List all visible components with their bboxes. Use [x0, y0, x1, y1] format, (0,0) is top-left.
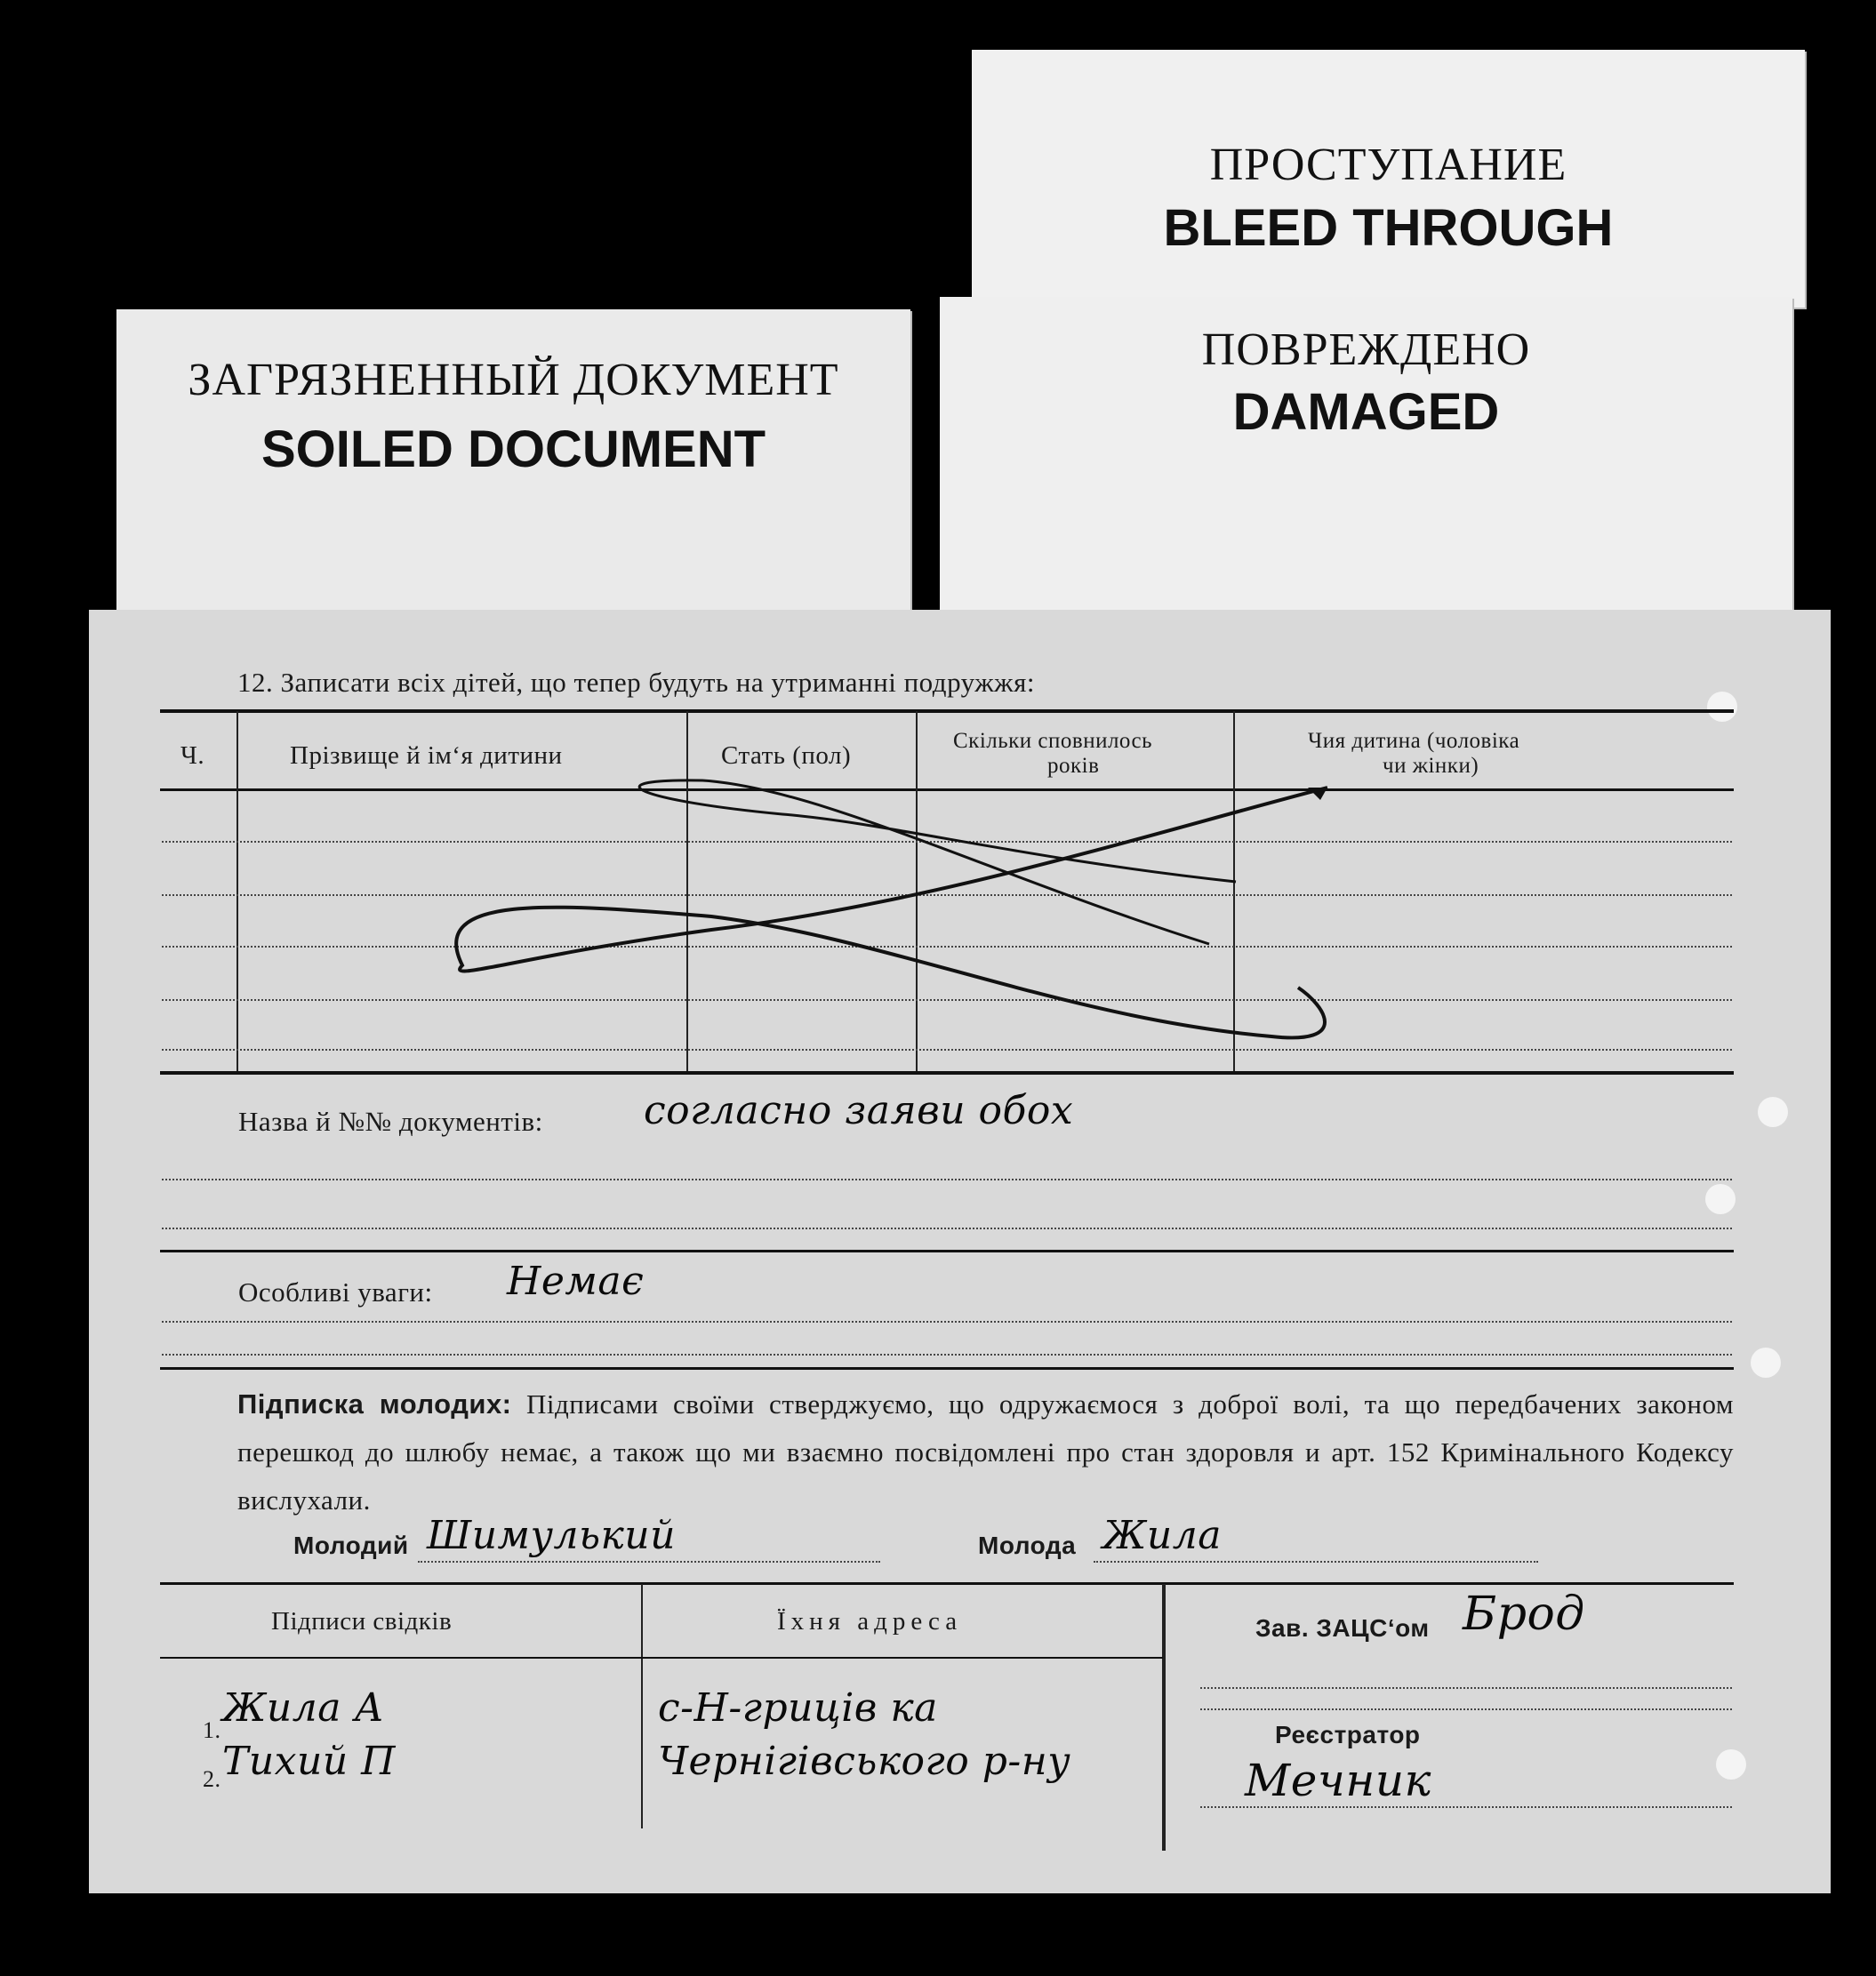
- pledge-paragraph: [237, 1380, 1734, 1524]
- witness-2-number: 2.: [203, 1766, 221, 1792]
- col-header-number: Ч.: [180, 741, 205, 770]
- groom-label: Молодий: [293, 1532, 409, 1559]
- damaged-card: [940, 297, 1792, 619]
- col-header-whose-line2: чи жінки): [1383, 754, 1479, 778]
- col-header-sex: Стать (пол): [721, 741, 852, 770]
- zags-head-sign-line: [1200, 1687, 1732, 1689]
- registrar-signature: Мечник: [1245, 1755, 1431, 1806]
- col-header-age-line1: Скільки сповнилось: [953, 729, 1153, 753]
- address-1-handwritten: с-Н-гриців ка: [658, 1685, 938, 1731]
- section-title: 12. Записати всіх дітей, що тепер будуть на утриманні подружжя:: [237, 667, 1035, 698]
- cancel-scribble: [89, 610, 1831, 1143]
- bride-sign-line: [1094, 1561, 1538, 1563]
- witnesses-header: Підписи свідків: [271, 1607, 453, 1636]
- documents-rule: [160, 1250, 1734, 1252]
- col-header-whose-line1: Чия дитина (чоловіка: [1308, 729, 1520, 753]
- address-header: Їхня адреса: [777, 1607, 963, 1636]
- documents-label: Назва й №№ документів:: [238, 1106, 543, 1137]
- remarks-dotted-line: [162, 1354, 1732, 1356]
- witness-header-rule: [160, 1657, 1163, 1659]
- documents-dotted-line: [162, 1179, 1732, 1180]
- witness-1-signature: Жила А: [222, 1685, 385, 1731]
- registrar-sign-line: [1200, 1806, 1732, 1808]
- soiled-document-card: [116, 309, 910, 622]
- groom-signature: Шимулький: [427, 1513, 676, 1558]
- address-2-handwritten: Чернігівського р-ну: [658, 1739, 1071, 1784]
- remarks-rule: [160, 1367, 1734, 1370]
- punch-hole: [1716, 1749, 1746, 1780]
- witness-1-number: 1.: [203, 1717, 221, 1743]
- bride-signature: Жила: [1102, 1513, 1223, 1558]
- col-header-name: Прізвище й ім‘я дитини: [290, 741, 563, 770]
- bleed-through-card: [972, 50, 1805, 308]
- groom-sign-line: [418, 1561, 880, 1563]
- witness-col-divider: [1162, 1584, 1166, 1851]
- soiled-document-ru: ЗАГРЯЗНЕННЫЙ ДОКУМЕНТ: [188, 355, 839, 405]
- registrar-label: Реєстратор: [1275, 1721, 1421, 1748]
- zags-head-signature: Брод: [1463, 1588, 1585, 1641]
- witness-table-top-rule: [160, 1582, 1734, 1585]
- pledge-text: Підписами своїми стверджуємо, що одружаємося з доброї волі, та що передбачених законом перешкод до шлюбу немає, а також що ми взаємно посвідомлені про стан здоровля и арт. 152 Кримінального Кодексу вислухали.: [237, 1388, 1734, 1516]
- documents-value-handwritten: согласно заяви обох: [644, 1088, 1074, 1133]
- remarks-value-handwritten: Немає: [507, 1259, 645, 1304]
- marriage-record-form: [89, 610, 1831, 1893]
- zags-sign-line: [1200, 1708, 1732, 1710]
- soiled-document-en: SOILED DOCUMENT: [261, 420, 766, 478]
- col-header-age-line2: років: [1047, 754, 1100, 778]
- witness-col-divider: [641, 1584, 643, 1828]
- bride-label: Молода: [978, 1532, 1077, 1559]
- zags-head-label: Зав. ЗАЦС‘ом: [1255, 1614, 1430, 1642]
- remarks-label: Особливі уваги:: [238, 1276, 433, 1308]
- punch-hole: [1705, 1184, 1736, 1214]
- bleed-through-ru: ПРОСТУПАНИЕ: [1209, 140, 1567, 190]
- damaged-ru: ПОВРЕЖДЕНО: [1201, 324, 1531, 375]
- bleed-through-en: BLEED THROUGH: [1163, 199, 1614, 257]
- damaged-en: DAMAGED: [1232, 383, 1500, 441]
- documents-dotted-line: [162, 1228, 1732, 1229]
- pledge-heading: Підписка молодих:: [237, 1388, 512, 1420]
- punch-hole: [1751, 1348, 1781, 1378]
- witness-2-signature: Тихий П: [222, 1739, 397, 1784]
- remarks-dotted-line: [162, 1321, 1732, 1323]
